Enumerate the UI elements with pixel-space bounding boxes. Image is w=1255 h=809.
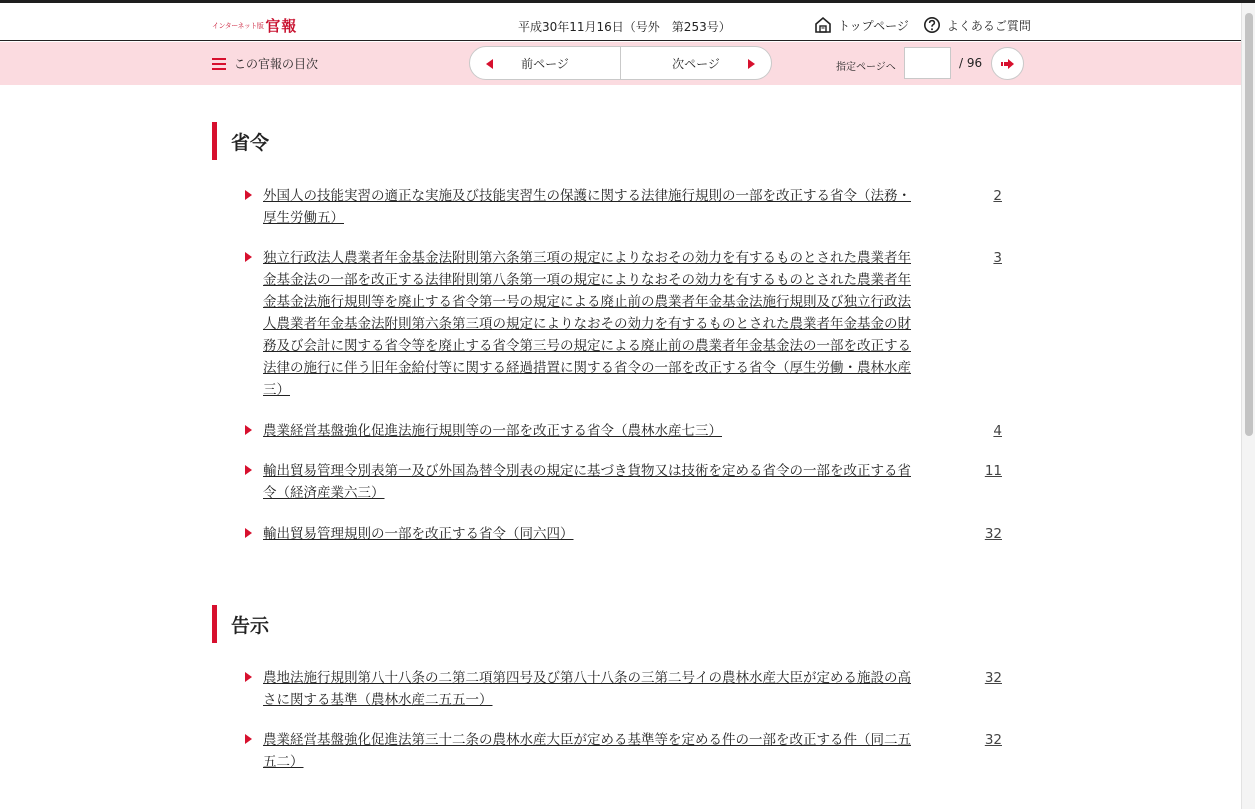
section-heading-notices: 告示 — [212, 605, 269, 643]
menu-icon — [212, 58, 226, 70]
entry-title-link[interactable]: 農業経営基盤強化促進法施行規則等の一部を改正する省令（農林水産七三） — [263, 423, 722, 439]
bullet-triangle-icon — [245, 252, 252, 262]
triangle-right-icon — [748, 59, 755, 69]
entry-page-link[interactable]: 32 — [984, 670, 1002, 686]
bullet-triangle-icon — [245, 465, 252, 475]
toc-label: この官報の目次 — [234, 57, 319, 71]
scrollbar-thumb[interactable] — [1245, 13, 1253, 436]
toc-entry[interactable] — [245, 185, 1005, 229]
entry-title-link[interactable]: 外国人の技能実習の適正な実施及び技能実習生の保護に関する法律施行規則の一部を改正する省令（法務・厚生労働五） — [263, 188, 911, 226]
top-page-label: トップページ — [838, 18, 909, 33]
entry-page-link[interactable]: 11 — [984, 463, 1002, 479]
page-scrollbar[interactable] — [1241, 3, 1255, 809]
logo-small-text: インターネット版 — [212, 21, 264, 30]
kanpo-logo[interactable] — [212, 15, 297, 36]
next-page-label: 次ページ — [672, 56, 720, 71]
entry-title-link[interactable]: 輸出貿易管理規則の一部を改正する省令（同六四） — [263, 526, 574, 542]
toc-button[interactable] — [212, 55, 318, 72]
site-header — [0, 3, 1241, 41]
total-pages: / 96 — [959, 56, 983, 70]
section-heading-ordinances: 省令 — [212, 122, 269, 160]
toc-entry[interactable] — [245, 729, 1005, 773]
entry-title-link[interactable]: 輸出貿易管理令別表第一及び外国為替令別表の規定に基づき貨物又は技術を定める省令の一部を改正する省令（経済産業六三） — [263, 463, 911, 501]
toc-entry[interactable] — [245, 523, 1005, 545]
question-icon — [923, 16, 941, 34]
bullet-triangle-icon — [245, 672, 252, 682]
pager — [469, 46, 772, 80]
bullet-triangle-icon — [245, 190, 252, 200]
toc-entry[interactable] — [245, 420, 1005, 442]
triangle-left-icon — [486, 59, 493, 69]
entry-page-link[interactable]: 3 — [993, 250, 1002, 266]
bullet-triangle-icon — [245, 425, 252, 435]
bullet-triangle-icon — [245, 734, 252, 744]
toc-entry[interactable] — [245, 667, 1005, 711]
goto-page-input[interactable] — [904, 47, 951, 79]
entry-page-link[interactable]: 32 — [984, 732, 1002, 748]
entry-page-link[interactable]: 2 — [993, 188, 1002, 204]
toc-entry[interactable] — [245, 247, 1005, 401]
goto-page-label: 指定ページへ — [836, 62, 896, 73]
toc-entry[interactable] — [245, 460, 1005, 504]
entry-title-link[interactable]: 独立行政法人農業者年金基金法附則第六条第三項の規定によりなおその効力を有するものとされた農業者年金基金法の一部を改正する法律附則第八条第一項の規定によりなおその効力を有するものとされた農業者年金基金法施行規則等を廃止する省令第一号の規定による廃止前の農業者年金基金法施行規則及び独立行政法人農業者年金基金法附則第六条第三項の規定によりなおその効力を有するものとされた農業者年金基金の財務及び会計に関する省令等を廃止する省令第三号の規定による廃止前の農業者年金基金法の一部を改正する法律の施行に伴う旧年金給付等に関する経過措置に関する省令の一部を改正する省令（厚生労働・農林水産三） — [263, 250, 911, 398]
goto-page-button[interactable] — [991, 47, 1024, 80]
entry-title-link[interactable]: 農業経営基盤強化促進法第三十二条の農林水産大臣が定める基準等を定める件の一部を改正する件（同二五五二） — [263, 732, 911, 770]
faq-label: よくあるご質問 — [946, 18, 1031, 33]
header-links — [814, 16, 1031, 34]
next-page-button[interactable] — [620, 47, 771, 79]
prev-page-label: 前ページ — [521, 56, 569, 71]
logo-main-text: 官報 — [265, 17, 298, 35]
faq-link[interactable] — [923, 16, 1031, 34]
prev-page-button[interactable] — [470, 47, 620, 79]
issue-date: 平成30年11月16日（号外 第253号） — [518, 20, 731, 34]
top-page-link[interactable] — [814, 16, 909, 34]
home-icon — [814, 16, 832, 34]
entry-page-link[interactable]: 4 — [993, 423, 1002, 439]
bullet-triangle-icon — [245, 528, 252, 538]
entry-title-link[interactable]: 農地法施行規則第八十八条の二第二項第四号及び第八十八条の三第二号イの農林水産大臣が定める施設の高さに関する基準（農林水産二五五一） — [263, 670, 911, 708]
page-navbar — [0, 42, 1241, 85]
entry-page-link[interactable]: 32 — [984, 526, 1002, 542]
arrow-right-icon — [1001, 59, 1015, 69]
